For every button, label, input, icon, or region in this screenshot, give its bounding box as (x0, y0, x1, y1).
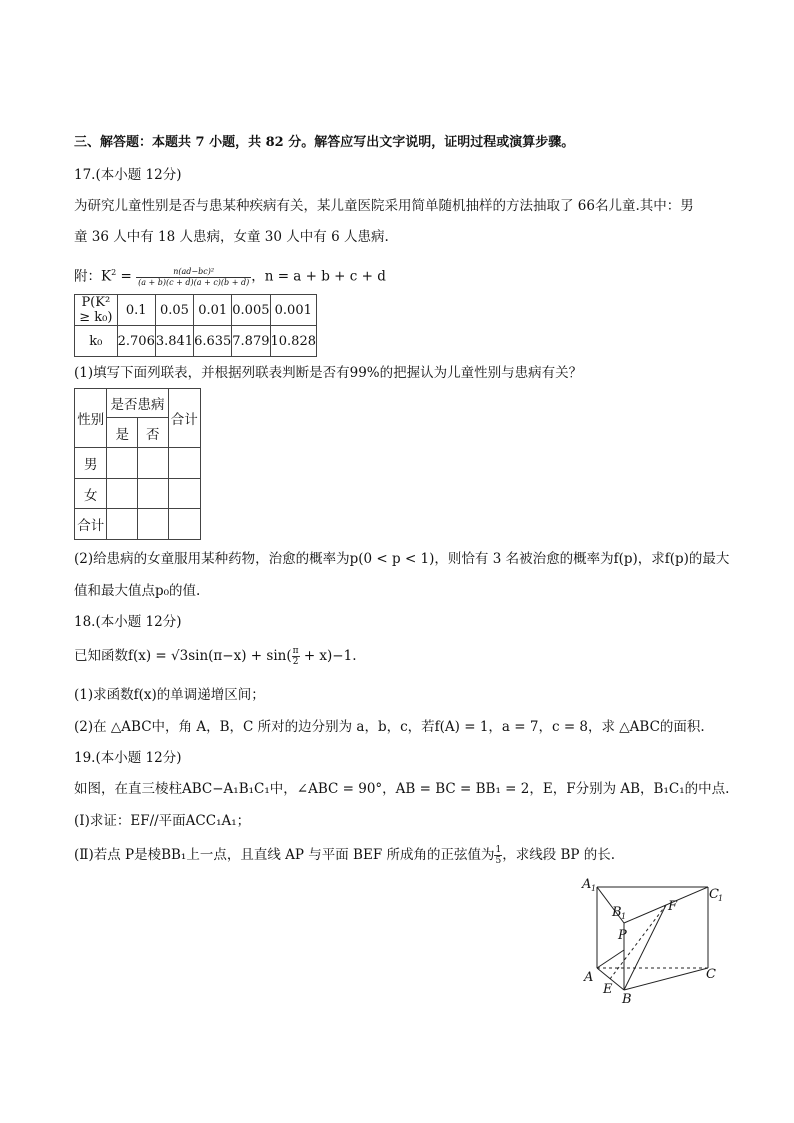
label-b: B (622, 992, 632, 1007)
table-row (75, 509, 201, 540)
label-f: F (668, 899, 678, 914)
table-cell (137, 448, 168, 479)
header-disease: 是否患病 (107, 389, 168, 418)
row-label-total: 合计 (75, 509, 107, 540)
table-cell (107, 448, 138, 479)
formula-denominator: (a + b)(c + d)(a + c)(b + d) (138, 277, 250, 287)
q17-part2-line2: 值和最大值点p₀的值. (74, 583, 201, 599)
edge-bc (624, 968, 708, 990)
table-row (75, 295, 317, 326)
table-cell (137, 509, 168, 540)
header-yes: 是 (107, 418, 138, 448)
q19-part2-a: (Ⅱ)若点 P是棱BB₁上一点，且直线 AP 与平面 BEF 所成角的正弦值为 (74, 847, 495, 863)
frac-den: 5 (495, 856, 502, 866)
label-b1: B (612, 905, 622, 920)
label-a1-sub: 1 (591, 884, 597, 893)
label-a: A (584, 970, 594, 985)
table-row (75, 326, 317, 357)
table-cell (107, 509, 138, 540)
q17-title: 17.(本小题 12分) (74, 167, 182, 183)
table-row (75, 479, 201, 509)
row-label-male: 男 (75, 448, 107, 479)
table-cell (137, 479, 168, 509)
label-p: P (618, 928, 627, 943)
header-gender: 性别 (75, 389, 107, 448)
formula-prefix: 附：K (74, 268, 112, 285)
table-cell: 0.05 (155, 295, 193, 326)
segment-bf (624, 905, 666, 990)
formula-exponent: 2 (111, 268, 117, 277)
q18-part2: (2)在 △ABC中，角 A，B，C 所对的边分别为 a，b，c，若f(A) = 1，a = 7，c = 8，求 △ABC的面积. (74, 719, 705, 735)
frac-num: π (292, 646, 299, 656)
formula-equals: = (116, 268, 137, 285)
table-cell: 0.01 (194, 295, 232, 326)
q18-part1: (1)求函数f(x)的单调递增区间； (74, 687, 265, 703)
formula-numerator: n(ad−bc)² (136, 267, 251, 278)
table-cell: 0.1 (117, 295, 155, 326)
table-cell: 0.001 (270, 295, 317, 326)
q17-part1: (1)填写下面列联表，并根据列联表判断是否有99%的把握认为儿童性别与患病有关？ (74, 365, 583, 381)
q17-part2-line1: (2)给患病的女童服用某种药物，治愈的概率为p(0 < p < 1)，则恰有 3 名被治愈的概率为f(p)，求f(p)的最大 (74, 551, 730, 567)
table-cell (168, 509, 201, 540)
frac-den: 2 (292, 657, 299, 667)
label-e: E (603, 982, 613, 997)
q19-title: 19.(本小题 12分) (74, 750, 182, 766)
q18-function-a: 已知函数f(x) = √3sin(π−x) + sin( (74, 648, 292, 664)
header-no: 否 (137, 418, 168, 448)
label-c1-sub: 1 (718, 894, 724, 903)
label-c1: C (709, 887, 719, 902)
table-row-label: P(K² ≥ k₀) (75, 295, 118, 326)
q19-intro: 如图，在直三棱柱ABC−A₁B₁C₁中，∠ABC = 90°，AB = BC = BB₁ = 2，E，F分别为 AB，B₁C₁的中点. (74, 781, 730, 797)
q17-intro-line1: 为研究儿童性别是否与患某种疾病有关，某儿童医院采用简单随机抽样的方法抽取了 66名儿童.其中：男 (74, 198, 694, 214)
header-total: 合计 (168, 389, 201, 448)
formula-suffix: ，n = a + b + c + d (251, 268, 386, 285)
table-cell: 10.828 (270, 326, 317, 357)
table-row (75, 448, 201, 479)
critical-value-table (74, 294, 317, 357)
table-cell: 6.635 (194, 326, 232, 357)
table-cell (168, 448, 201, 479)
contingency-table (74, 388, 201, 540)
prism-figure (570, 870, 730, 1010)
q17-intro-line2: 童 36 人中有 18 人患病，女童 30 人中有 6 人患病. (74, 229, 389, 245)
row-label-female: 女 (75, 479, 107, 509)
table-cell (107, 479, 138, 509)
q17-formula (74, 262, 386, 288)
table-cell: 0.005 (232, 295, 270, 326)
frac-num: 1 (495, 845, 502, 855)
table-cell: 2.706 (117, 326, 155, 357)
table-cell: 7.879 (232, 326, 270, 357)
formula-fraction (136, 267, 251, 288)
label-a1: A (582, 877, 592, 892)
table-cell (168, 479, 201, 509)
label-b1-sub: 1 (621, 912, 627, 921)
table-row-label: k₀ (75, 326, 118, 357)
q18-title: 18.(本小题 12分) (74, 614, 182, 630)
pi-over-two (292, 646, 300, 667)
segment-ap (597, 950, 624, 968)
q18-function (74, 644, 357, 668)
q19-part2-b: ，求线段 BP 的长. (502, 847, 616, 863)
table-row (75, 389, 201, 418)
table-cell: 3.841 (155, 326, 193, 357)
q18-function-b: + x)−1. (299, 648, 357, 664)
q19-part2 (74, 843, 615, 867)
q19-part1: (Ⅰ)求证：EF//平面ACC₁A₁； (74, 813, 251, 829)
section-header: 三、解答题：本题共 7 小题，共 82 分。解答应写出文字说明，证明过程或演算步骤。 (74, 135, 575, 150)
label-c: C (706, 967, 716, 982)
